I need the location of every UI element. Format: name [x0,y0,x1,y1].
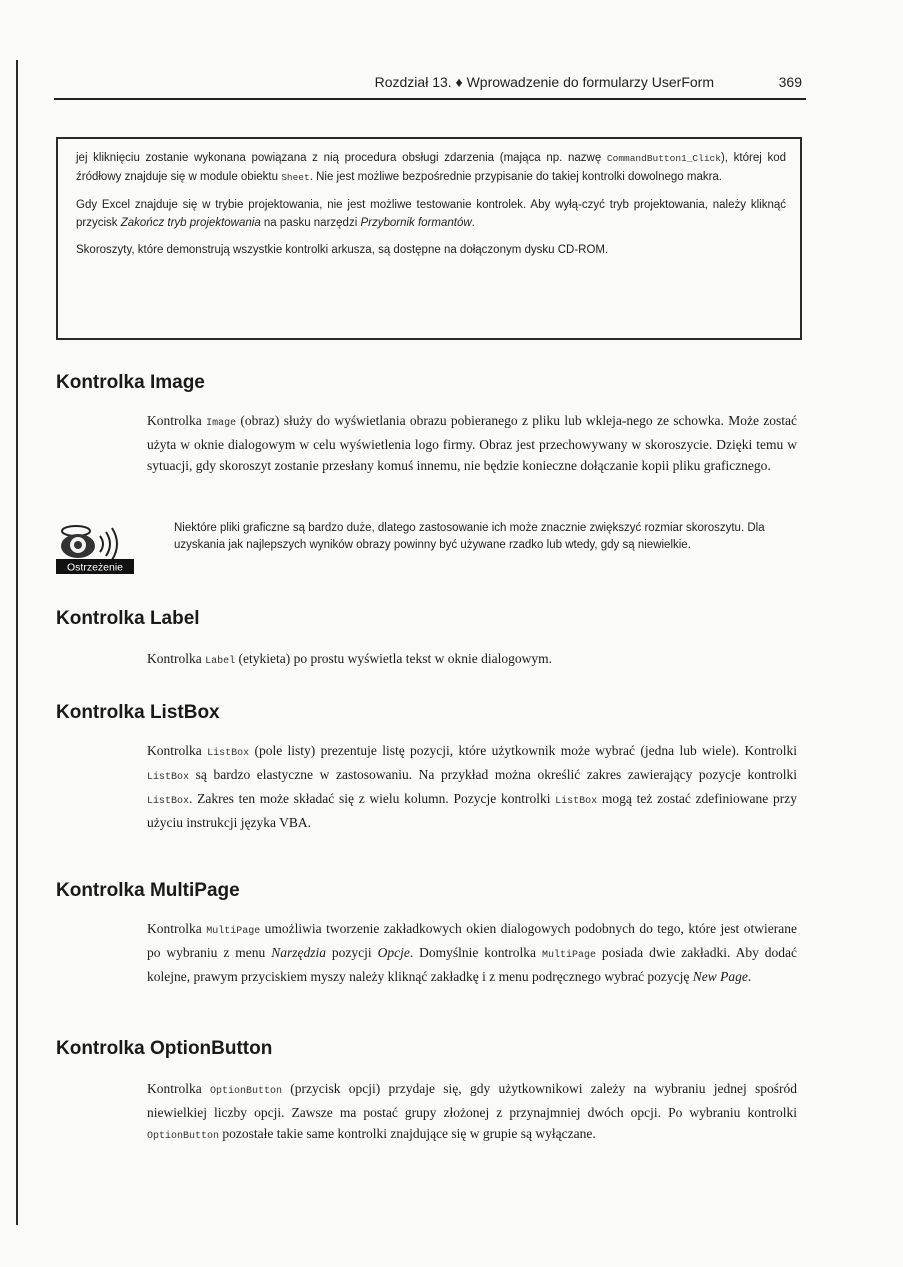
warning-text: Niektóre pliki graficzne są bardzo duże, dlatego zastosowanie ich może znacznie zwiększyć rozmiar skoroszytu. Dla uzyskania jak najlepszych wyników obrazy powinny być używane rzadko lub wtedy, gdy są niewielkie. [174,522,765,551]
code-listbox: ListBox [207,748,250,759]
section-body-label: Kontrolka Label (etykieta) po prostu wyświetla tekst w oknie dialogowym. [147,651,552,667]
header-rule [54,98,806,100]
emphasis-end-design-mode: Zakończ tryb projektowania [120,217,261,229]
section-body-listbox: Kontrolka ListBox (pole listy) prezentuje listę pozycji, które użytkownik może wybrać (jedna lub wiele). Kontrolki ListBox są bardzo elastyczne w zastosowaniu. Na przykład można określić zakres zawierający pozycje kontrolki ListBox. Zakres ten może składać się z wielu kolumn. Pozycje kontrolki ListBox mogą też zostać zdefiniowane przy użyciu instrukcji języka VBA. [147,743,797,830]
code-optionbutton: OptionButton [210,1086,283,1097]
warning-callout [56,520,804,580]
emphasis-tools-menu: Narzędzia [271,945,326,960]
page-number: 369 [778,74,802,90]
warning-icon-label: Ostrzeżenie [66,561,124,574]
section-title-image: Kontrolka Image [56,372,205,393]
code-listbox: ListBox [147,796,190,807]
section-body-optionbutton: Kontrolka OptionButton (przycisk opcji) przydaje się, gdy użytkownikowi zależy na wybraniu jednej spośród niewielkiej liczby opcji. Zawsze ma postać grupy złożonej z przynajmniej dwóch opcji. Po wybraniu kontrolki OptionButton pozostałe takie same kontrolki znajdujące się w grupie są wyłączane. [147,1081,797,1142]
section-title-label: Kontrolka Label [56,608,200,629]
section-body-multipage: Kontrolka MultiPage umożliwia tworzenie zakładkowych okien dialogowych podobnych do tego, które jest otwierane po wybraniu z menu Narzędzia pozycji Opcje. Domyślnie kontrolka MultiPage posiada dwie zakładki. Aby dodać kolejne, prawym przyciskiem myszy należy kliknąć zakładkę i z menu podręcznego wybrać pozycję New Page. [147,921,797,984]
section-title-listbox: Kontrolka ListBox [56,702,220,723]
code-sheet: Sheet [281,172,310,183]
note-paragraph-3: Skoroszyty, które demonstrują wszystkie kontrolki arkusza, są dostępne na dołączonym dysku CD-ROM. [76,244,609,256]
emphasis-options: Opcje [377,945,410,960]
code-listbox: ListBox [555,796,598,807]
code-label: Label [205,656,236,667]
running-header [54,72,804,96]
emphasis-new-page: New Page [692,969,748,984]
note-box [56,137,802,340]
warning-icon [56,522,134,574]
code-image: Image [206,418,237,429]
note-paragraph-2: Gdy Excel znajduje się w trybie projektowania, nie jest możliwe testowanie kontrolek. Aby wyłą-czyć tryb projektowania, należy kliknąć przycisk Zakończ tryb projektowania na pasku narzędzi Przybornik formantów. [76,199,786,229]
note-paragraph-1: jej kliknięciu zostanie wykonana powiązana z nią procedura obsługi zdarzenia (mająca np. nazwę CommandButton1_Click), której kod źródłowy znajduje się w module obiektu Sheet. Nie jest możliwe bezpośrednie przypisanie do takiej kontrolki dowolnego makra. [76,152,786,183]
chapter-title: Rozdział 13. ♦ Wprowadzenie do formularzy UserForm [374,74,714,90]
binding-edge-line [16,60,18,1225]
section-body-image: Kontrolka Image (obraz) służy do wyświetlania obrazu pobieranego z pliku lub wkleja-nego ze schowka. Może zostać użyta w oknie dialogowym w celu wyświetlenia logo firmy. Obraz jest przechowywany w skoroszycie. Dzięki temu w sytuacji, gdy skoroszyt zostanie przesłany komuś innemu, nie będzie konieczne dołączanie kopii pliku graficznego. [147,413,797,473]
emphasis-control-toolbox: Przybornik formantów [360,217,472,229]
code-optionbutton: OptionButton [147,1131,220,1142]
code-listbox: ListBox [147,772,190,783]
code-multipage: MultiPage [206,926,261,937]
section-title-optionbutton: Kontrolka OptionButton [56,1038,273,1059]
code-commandbutton-click: CommandButton1_Click [606,153,721,164]
code-multipage: MultiPage [541,950,596,961]
section-title-multipage: Kontrolka MultiPage [56,880,240,901]
